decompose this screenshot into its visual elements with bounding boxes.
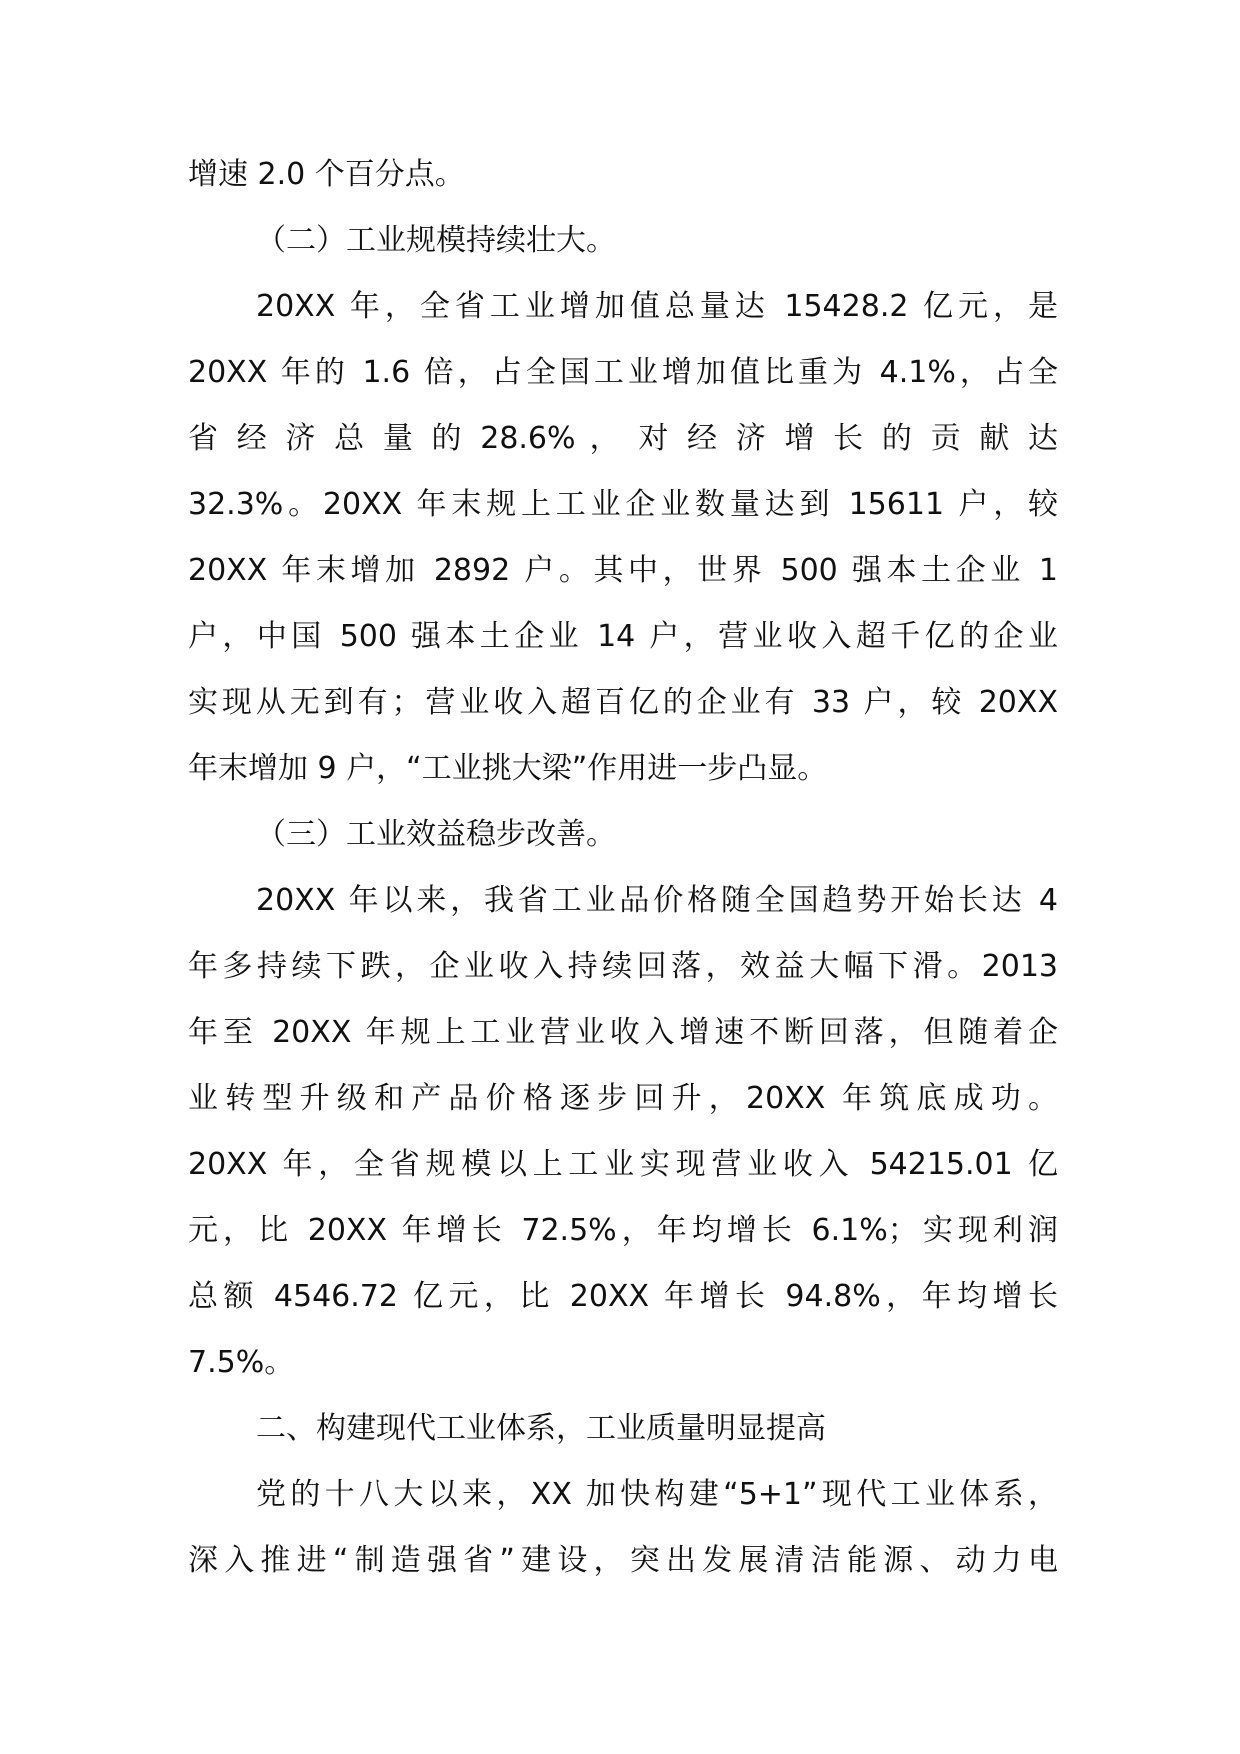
paragraph-line: 7.5%。 [188,1345,295,1380]
paragraph-line: 深入推进“制造强省”建设，突出发展清洁能源、动力电 [188,1543,1058,1578]
section-heading-benefit: （三）工业效益稳步改善。 [256,817,616,852]
paragraph-line: 年末增加 9 户，“工业挑大梁”作用进一步凸显。 [188,751,828,786]
paragraph-line: 20XX 年，全省规模以上工业实现营业收入 54215.01 亿 [188,1147,1058,1182]
paragraph-line: 元，比 20XX 年增长 72.5%，年均增长 6.1%；实现利润 [188,1213,1058,1248]
section-heading-scale: （二）工业规模持续壮大。 [256,223,616,258]
paragraph-line: 32.3%。20XX 年末规上工业企业数量达到 15611 户，较 [188,487,1058,522]
paragraph-line: 年多持续下跌，企业收入持续回落，效益大幅下滑。2013 [188,949,1058,984]
paragraph-line: 20XX 年以来，我省工业品价格随全国趋势开始长达 4 [256,883,1058,918]
document-body [188,142,1058,1594]
chapter-heading: 二、构建现代工业体系，工业质量明显提高 [256,1411,826,1446]
paragraph-line: 党的十八大以来，XX 加快构建“5+1”现代工业体系， [256,1477,1058,1512]
body-text-line: 增速 2.0 个百分点。 [188,157,465,192]
paragraph-line: 户，中国 500 强本土企业 14 户，营业收入超千亿的企业 [188,619,1058,654]
paragraph-line: 20XX 年的 1.6 倍，占全国工业增加值比重为 4.1%，占全 [188,355,1058,390]
paragraph-line: 业转型升级和产品价格逐步回升，20XX 年筑底成功。 [188,1081,1058,1116]
paragraph-line: 20XX 年末增加 2892 户。其中，世界 500 强本土企业 1 [188,553,1058,588]
paragraph-line: 20XX 年，全省工业增加值总量达 15428.2 亿元，是 [256,289,1058,324]
paragraph-line: 省 经 济 总 量 的 28.6% ， 对 经 济 增 长 的 贡 献 达 [188,421,1058,456]
paragraph-line: 年至 20XX 年规上工业营业收入增速不断回落，但随着企 [188,1015,1058,1050]
paragraph-line: 实现从无到有；营业收入超百亿的企业有 33 户，较 20XX [188,685,1058,720]
paragraph-line: 总额 4546.72 亿元，比 20XX 年增长 94.8%，年均增长 [188,1279,1058,1314]
